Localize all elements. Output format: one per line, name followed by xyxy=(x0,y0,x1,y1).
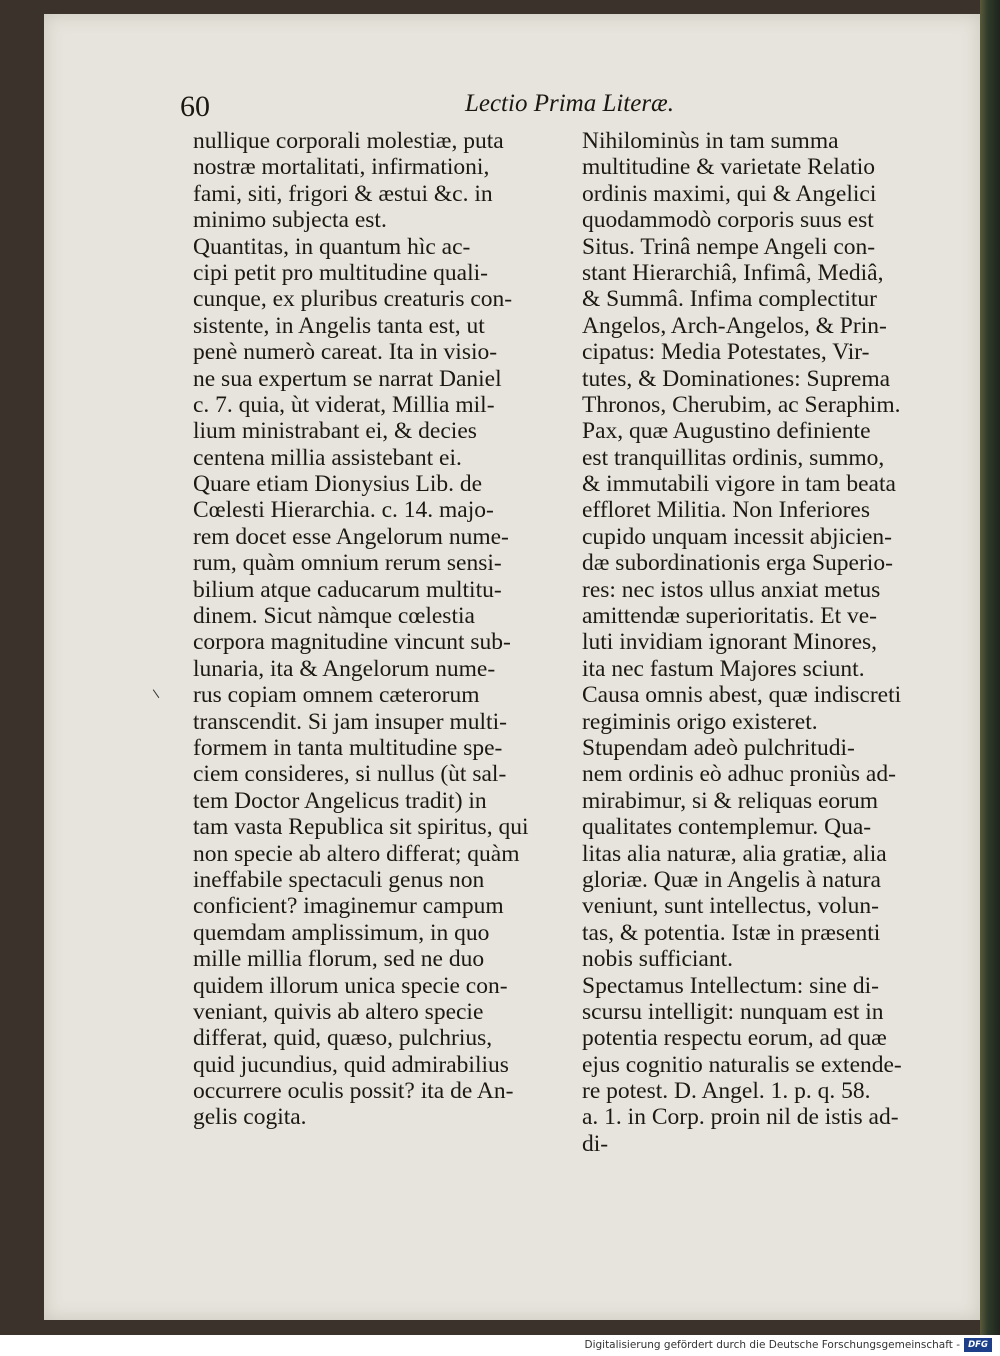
text-line: ciem consideres, si nullus (ùt sal- xyxy=(193,761,507,788)
text-line: nostræ mortalitati, infirmationi, xyxy=(193,154,490,181)
text-line: rum, quàm omnium rerum sensi- xyxy=(193,550,502,577)
text-line: Quantitas, in quantum hìc ac- xyxy=(193,233,471,260)
text-line: di- xyxy=(582,1130,609,1157)
text-line: ne sua expertum se narrat Daniel xyxy=(193,365,502,392)
text-line: mirabimur, si & reliquas eorum xyxy=(582,787,879,814)
text-line: res: nec istos ullus anxiat metus xyxy=(582,576,881,603)
text-line: Quare etiam Dionysius Lib. de xyxy=(193,471,483,498)
text-line: nobis sufficiant. xyxy=(582,946,733,973)
text-line: sistente, in Angelis tanta est, ut xyxy=(193,312,485,339)
text-line: lium ministrabant ei, & decies xyxy=(193,418,477,445)
text-line: quidem illorum unica specie con- xyxy=(193,972,508,999)
text-line: conficient? imaginemur campum xyxy=(193,893,504,920)
text-line: regiminis origo existeret. xyxy=(582,708,818,735)
text-line: nullique corporali molestiæ, puta xyxy=(193,128,504,154)
text-line: tas, & potentia. Istæ in præsenti xyxy=(582,919,881,946)
text-line: fami, siti, frigori & æstui &c. in xyxy=(193,180,493,207)
text-line: dæ subordinationis erga Superio- xyxy=(582,550,893,577)
running-title: Lectio Prima Literæ. xyxy=(464,90,674,117)
text-line: gelis cogita. xyxy=(193,1104,307,1131)
text-line: Thronos, Cherubim, ac Seraphim. xyxy=(582,391,901,418)
text-line: Pax, quæ Augustino definiente xyxy=(582,418,871,445)
text-line: est tranquillitas ordinis, summo, xyxy=(582,444,885,471)
text-line: litas alia naturæ, alia gratiæ, alia xyxy=(582,840,887,867)
text-line: gloriæ. Quæ in Angelis à natura xyxy=(582,866,881,893)
text-line: c. 7. quia, ùt viderat, Millia mil- xyxy=(193,391,495,418)
text-line: re potest. D. Angel. 1. p. q. 58. xyxy=(582,1078,871,1105)
text-line: stant Hierarchiâ, Infimâ, Mediâ, xyxy=(582,259,884,286)
text-line: veniunt, sunt intellectus, volun- xyxy=(582,893,879,920)
text-line: qualitates contemplemur. Qua- xyxy=(582,814,872,841)
text-line: Spectamus Intellectum: sine di- xyxy=(582,972,879,999)
text-line: tem Doctor Angelicus tradit) in xyxy=(193,787,487,814)
text-line: quemdam amplissimum, in quo xyxy=(193,919,490,946)
text-line: luti invidiam ignorant Minores, xyxy=(582,629,878,656)
text-line: dinem. Sicut nàmque cœlestia xyxy=(193,603,475,630)
text-line: ejus cognitio naturalis se extende- xyxy=(582,1051,902,1078)
text-line: ita nec fastum Majores sciunt. xyxy=(582,655,865,682)
digitization-footer xyxy=(0,1335,1000,1356)
text-line: tam vasta Republica sit spiritus, qui xyxy=(193,814,529,841)
text-line: nem ordinis eò adhuc proniùs ad- xyxy=(582,761,896,788)
right-text-column xyxy=(582,128,966,1157)
text-line: bilium atque caducarum multitu- xyxy=(193,576,502,603)
text-line: quid jucundius, quid admirabilius xyxy=(193,1051,509,1078)
text-line: Cœlesti Hierarchia. c. 14. majo- xyxy=(193,497,494,524)
dfg-logo: DFG xyxy=(964,1338,992,1352)
text-line: formem in tanta multitudine spe- xyxy=(193,734,503,761)
text-line: mille millia florum, sed ne duo xyxy=(193,946,485,973)
funding-credit: Digitalisierung gefördert durch die Deutsche Forschungsgemeinschaft - xyxy=(584,1339,960,1351)
text-line: transcendit. Si jam insuper multi- xyxy=(193,708,507,735)
text-line: multitudine & varietate Relatio xyxy=(582,154,876,181)
page-number: 60 xyxy=(180,90,210,123)
text-line: cupido unquam incessit abjicien- xyxy=(582,523,892,550)
text-line: Angelos, Arch-Angelos, & Prin- xyxy=(582,312,887,339)
text-line: non specie ab altero differat; quàm xyxy=(193,840,520,867)
text-line: & immutabili vigore in tam beata xyxy=(582,471,896,498)
text-line: & Summâ. Infima complectitur xyxy=(582,286,877,313)
text-line: a. 1. in Corp. proin nil de istis ad- xyxy=(582,1104,899,1131)
text-line: penè numerò careat. Ita in visio- xyxy=(193,339,498,366)
text-line: minimo subjecta est. xyxy=(193,207,387,234)
text-line: potentia respectu eorum, ad quæ xyxy=(582,1025,887,1052)
text-line: Causa omnis abest, quæ indiscreti xyxy=(582,682,902,709)
text-line: cipi petit pro multitudine quali- xyxy=(193,259,489,286)
text-line: ordinis maximi, qui & Angelici xyxy=(582,180,877,207)
text-line: rus copiam omnem cæterorum xyxy=(193,682,480,709)
page-header xyxy=(180,90,964,126)
text-line: corpora magnitudine vincunt sub- xyxy=(193,629,511,656)
text-line: effloret Militia. Non Inferiores xyxy=(582,497,871,524)
text-line: amittendæ superioritatis. Et ve- xyxy=(582,603,877,630)
text-line: occurrere oculis possit? ita de An- xyxy=(193,1078,514,1105)
text-line: lunaria, ita & Angelorum nume- xyxy=(193,655,496,682)
text-line: Stupendam adeò pulchritudi- xyxy=(582,734,855,761)
text-line: quodammodò corporis suus est xyxy=(582,207,874,234)
text-line: Nihilominùs in tam summa xyxy=(582,128,839,154)
text-line: veniant, quivis ab altero specie xyxy=(193,998,484,1025)
text-line: cunque, ex pluribus creaturis con- xyxy=(193,286,513,313)
text-line: cipatus: Media Potestates, Vir- xyxy=(582,339,870,366)
text-line: tutes, & Dominationes: Suprema xyxy=(582,365,891,392)
book-cover-edge xyxy=(980,0,1000,1335)
text-line: Situs. Trinâ nempe Angeli con- xyxy=(582,233,876,260)
text-line: scursu intelligit: nunquam est in xyxy=(582,998,884,1025)
text-line: ineffabile spectaculi genus non xyxy=(193,866,485,893)
text-line: centena millia assistebant ei. xyxy=(193,444,462,471)
text-line: rem docet esse Angelorum nume- xyxy=(193,523,509,550)
left-text-column xyxy=(193,128,571,1131)
text-line: differat, quid, quæso, pulchrius, xyxy=(193,1025,493,1052)
